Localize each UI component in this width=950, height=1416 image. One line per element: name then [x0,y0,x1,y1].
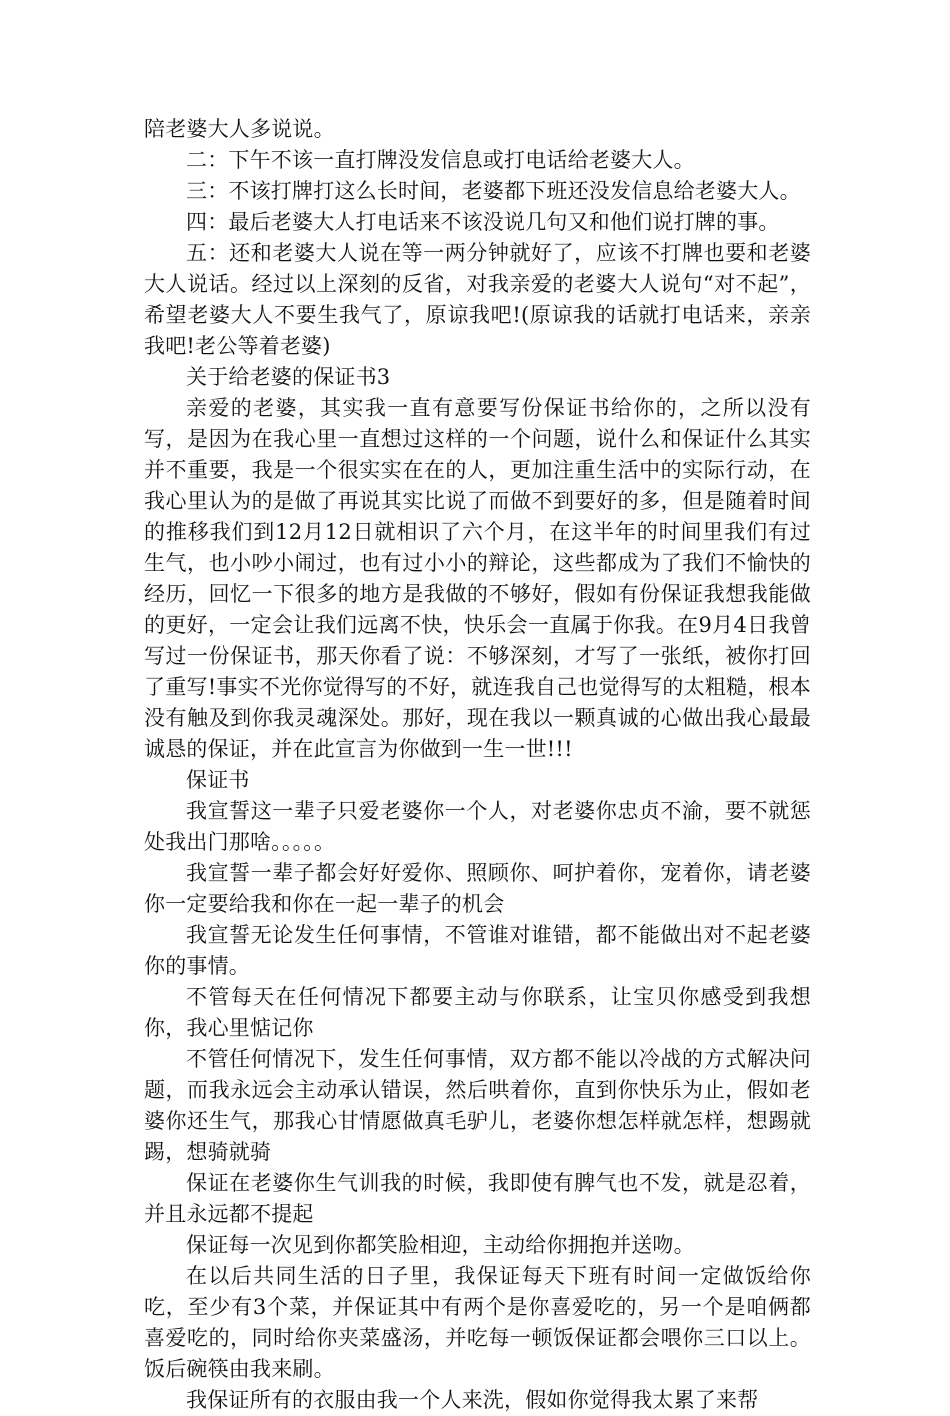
paragraph: 保证书 [186,768,250,792]
paragraph: 我宣誓这一辈子只爱老婆你一个人，对老婆你忠贞不渝，要不就惩处我出门那啥。。。。。 [144,799,811,854]
paragraph: 陪老婆大人多说说。 [144,117,335,141]
paragraph: 不管每天在任何情况下都要主动与你联系，让宝贝你感受到我想你，我心里惦记你 [144,985,811,1040]
paragraph: 我宣誓无论发生任何事情，不管谁对谁错，都不能做出对不起老婆你的事情。 [144,923,811,978]
paragraph: 关于给老婆的保证书3 [186,365,391,389]
paragraph: 二：下午不该一直打牌没发信息或打电话给老婆大人。 [186,148,695,172]
paragraph: 保证每一次见到你都笑脸相迎，主动给你拥抱并送吻。 [186,1233,695,1257]
paragraph: 不管任何情况下，发生任何事情，双方都不能以冷战的方式解决问题，而我永远会主动承认错误，然后哄着你，直到你快乐为止，假如老婆你还生气，那我心甘情愿做真毛驴儿，老婆你想怎样就怎样，想踢就踢，想骑就骑 [144,1047,811,1164]
paragraph: 保证在老婆你生气训我的时候，我即使有脾气也不发，就是忍着，并且永远都不提起 [144,1171,811,1226]
paragraph: 四：最后老婆大人打电话来不该没说几句又和他们说打牌的事。 [186,210,780,234]
paragraph: 在以后共同生活的日子里，我保证每天下班有时间一定做饭给你吃，至少有3个菜，并保证其中有两个是你喜爱吃的，另一个是咱俩都喜爱吃的，同时给你夹菜盛汤，并吃每一顿饭保证都会喂你三口以上。饭后碗筷由我来刷。 [144,1264,811,1381]
paragraph: 三：不该打牌打这么长时间，老婆都下班还没发信息给老婆大人。 [186,179,801,203]
paragraph: 我保证所有的衣服由我一个人来洗，假如你觉得我太累了来帮 [186,1388,759,1412]
paragraph: 我宣誓一辈子都会好好爱你、照顾你、呵护着你，宠着你，请老婆你一定要给我和你在一起一辈子的机会 [144,861,811,916]
paragraph: 五：还和老婆大人说在等一两分钟就好了，应该不打牌也要和老婆大人说话。经过以上深刻的反省，对我亲爱的老婆大人说句“对不起”，希望老婆大人不要生我气了，原谅我吧!(原谅我的话就打电话来，亲亲我吧!老公等着老婆) [144,241,811,358]
document-body [144,114,811,1416]
paragraph: 亲爱的老婆，其实我一直有意要写份保证书给你的，之所以没有写，是因为在我心里一直想过这样的一个问题，说什么和保证什么其实并不重要，我是一个很实实在在的人，更加注重生活中的实际行动，在我心里认为的是做了再说其实比说了而做不到要好的多，但是随着时间的推移我们到12月12日就相识了六个月，在这半年的时间里我们有过生气，也小吵小闹过，也有过小小的辩论，这些都成为了我们不愉快的经历，回忆一下很多的地方是我做的不够好，假如有份保证我想我能做的更好，一定会让我们远离不快，快乐会一直属于你我。在9月4日我曾写过一份保证书，那天你看了说：不够深刻，才写了一张纸，被你打回了重写!事实不光你觉得写的不好，就连我自己也觉得写的太粗糙，根本没有触及到你我灵魂深处。那好，现在我以一颗真诚的心做出我心最最诚恳的保证，并在此宣言为你做到一生一世!!! [144,396,811,761]
